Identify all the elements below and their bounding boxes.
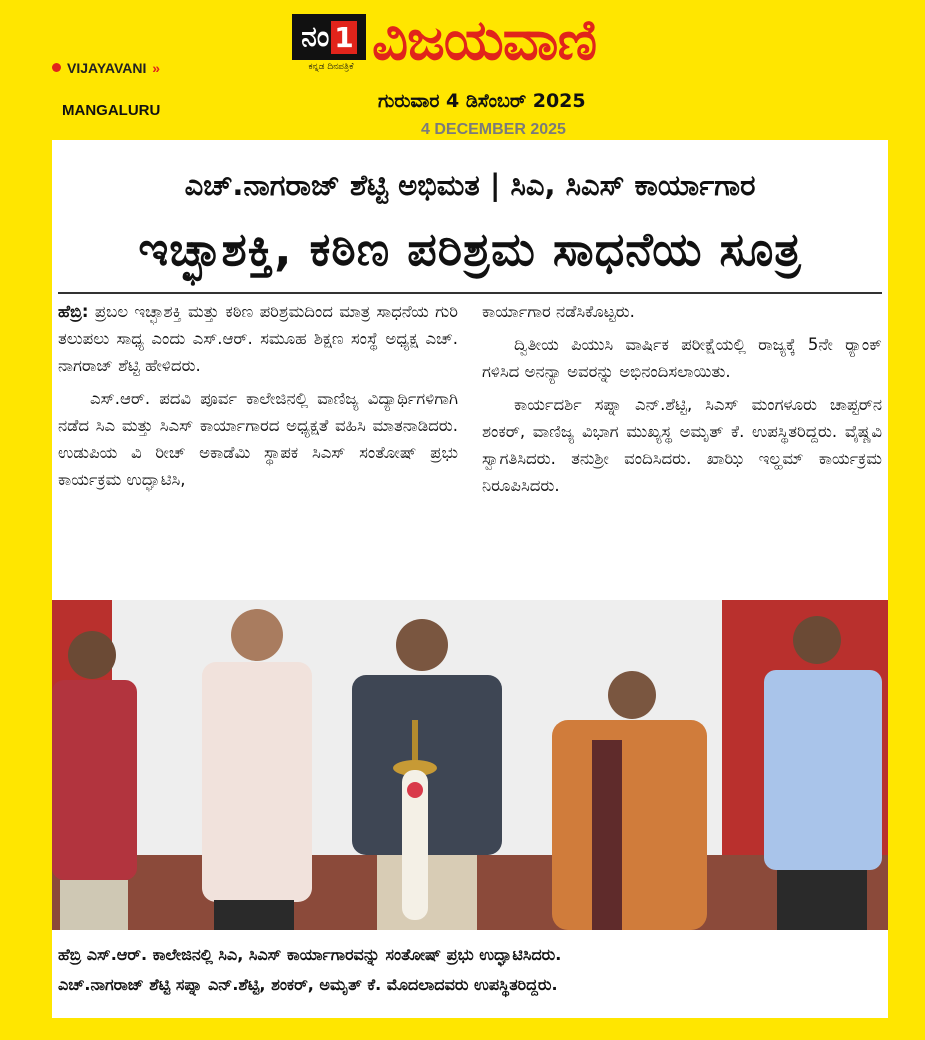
chevron-right-icon: » (148, 60, 161, 76)
logo-subtitle: ಕನ್ನಡ ದಿನಪತ್ರಿಕೆ (308, 62, 354, 72)
event-photo (52, 600, 888, 930)
photo-caption (58, 940, 884, 1000)
body-paragraph: ಕಾರ್ಯಾಗಾರ ನಡೆಸಿಕೊಟ್ಟರು. (482, 302, 635, 321)
city-label: MANGALURU (62, 102, 161, 119)
article-headline: ಇಚ್ಛಾಶಕ್ತಿ, ಕಠಿಣ ಪರಿಶ್ರಮ ಸಾಧನೆಯ ಸೂತ್ರ (138, 222, 802, 276)
date-english: 4 DECEMBER 2025 (421, 121, 566, 138)
article-kicker: ಎಚ್.ನಾಗರಾಜ್ ಶೆಟ್ಟಿ ಅಭಿಮತ | ಸಿಎ, ಸಿಎಸ್ ಕಾರ್ಯಾಗಾರ (184, 168, 756, 202)
event-photo-illustration (52, 600, 888, 930)
date-kannada: ಗುರುವಾರ 4 ಡಿಸೆಂಬರ್ 2025 (378, 90, 586, 112)
article-clipping (52, 140, 888, 1018)
paragraph-text: ಪ್ರಬಲ ಇಚ್ಛಾಶಕ್ತಿ ಮತ್ತು ಕಠಿಣ ಪರಿಶ್ರಮದಿಂದ ಮಾತ್ರ ಸಾಧನೆಯ ಗುರಿ ತಲುಪಲು ಸಾಧ್ಯ ಎಂದು ಎಸ್.ಆರ್. ಸಮೂಹ ಶಿಕ್ಷಣ ಸಂಸ್ಥೆ ಅಧ್ಯಕ್ಷ ಎಚ್. ನಾಗರಾಜ್ ಶೆಟ್ಟಿ ಹೇಳಿದರು. (58, 302, 458, 375)
logo-number: ನಂ (301, 20, 330, 53)
logo-badge (292, 14, 366, 60)
caption-line: ಹೆಬ್ರಿ ಎಸ್.ಆರ್. ಕಾಲೇಜಿನಲ್ಲಿ ಸಿಎ, ಸಿಎಸ್ ಕಾರ್ಯಾಗಾರವನ್ನು ಸಂತೋಷ್ ಪ್ರಭು ಉದ್ಘಾಟಿಸಿದರು. (58, 945, 562, 964)
body-paragraph: ದ್ವಿತೀಯ ಪಿಯುಸಿ ವಾರ್ಷಿಕ ಪರೀಕ್ಷೆಯಲ್ಲಿ ರಾಜ್ಯಕ್ಕೆ 5ನೇ ರ‍್ಯಾಂಕ್ ಗಳಿಸಿದ ಅನನ್ಯಾ ಅವರನ್ನು ಅಭಿನಂದಿಸಲಾಯಿತು. (482, 335, 882, 381)
red-dot-icon (52, 63, 61, 72)
caption-line: ಎಚ್.ನಾಗರಾಜ್ ಶೆಟ್ಟಿ ಸಪ್ನಾ ಎನ್.ಶೆಟ್ಟಿ, ಶಂಕರ್, ಅಮೃತ್ ಕೆ. ಮೊದಲಾದವರು ಉಪಸ್ಥಿತರಿದ್ದರು. (58, 975, 558, 994)
divider (58, 292, 882, 294)
newspaper-name: ವಿಜಯವಾಣಿ (372, 8, 597, 73)
body-paragraph: ಎಸ್.ಆರ್. ಪದವಿ ಪೂರ್ವ ಕಾಲೇಜಿನಲ್ಲಿ ವಾಣಿಜ್ಯ ವಿದ್ಯಾರ್ಥಿಗಳಿಗಾಗಿ ನಡೆದ ಸಿಎ ಮತ್ತು ಸಿಎಸ್ ಕಾರ್ಯಾಗಾರದ ಅಧ್ಯಕ್ಷತೆ ವಹಿಸಿ ಮಾತನಾಡಿದರು. ಉಡುಪಿಯ ವಿ ರೀಚ್ ಅಕಾಡೆಮಿ ಸ್ಥಾಪಕ ಸಿಎಸ್ ಸಂತೋಷ್ ಪ್ರಭು ಕಾರ್ಯಕ್ರಮ ಉದ್ಘಾಟಿಸಿ, (58, 389, 458, 489)
body-paragraph (58, 298, 458, 379)
body-column-right (482, 298, 882, 505)
dateline: ಹೆಬ್ರಿ: (58, 302, 89, 321)
source-tag-label: VIJAYAVANI (67, 60, 147, 76)
body-column-left (58, 298, 458, 499)
newspaper-header (0, 0, 925, 140)
body-paragraph: ಕಾರ್ಯದರ್ಶಿ ಸಪ್ನಾ ಎನ್.ಶೆಟ್ಟಿ, ಸಿಎಸ್ ಮಂಗಳೂರು ಚಾಪ್ಟರ್‌ನ ಶಂಕರ್, ವಾಣಿಜ್ಯ ವಿಭಾಗ ಮುಖ್ಯಸ್ಥ ಅಮೃತ್ ಕೆ. ಉಪಸ್ಥಿತರಿದ್ದರು. ವೈಷ್ಣವಿ ಸ್ವಾಗತಿಸಿದರು. ತನುಶ್ರೀ ವಂದಿಸಿದರು. ಖಾಝಿ ಇಲ್ಹಮ್ ಕಾರ್ಯಕ್ರಮ ನಿರೂಪಿಸಿದರು. (482, 395, 882, 495)
logo-one: 1 (331, 21, 356, 54)
source-tag (52, 60, 160, 76)
